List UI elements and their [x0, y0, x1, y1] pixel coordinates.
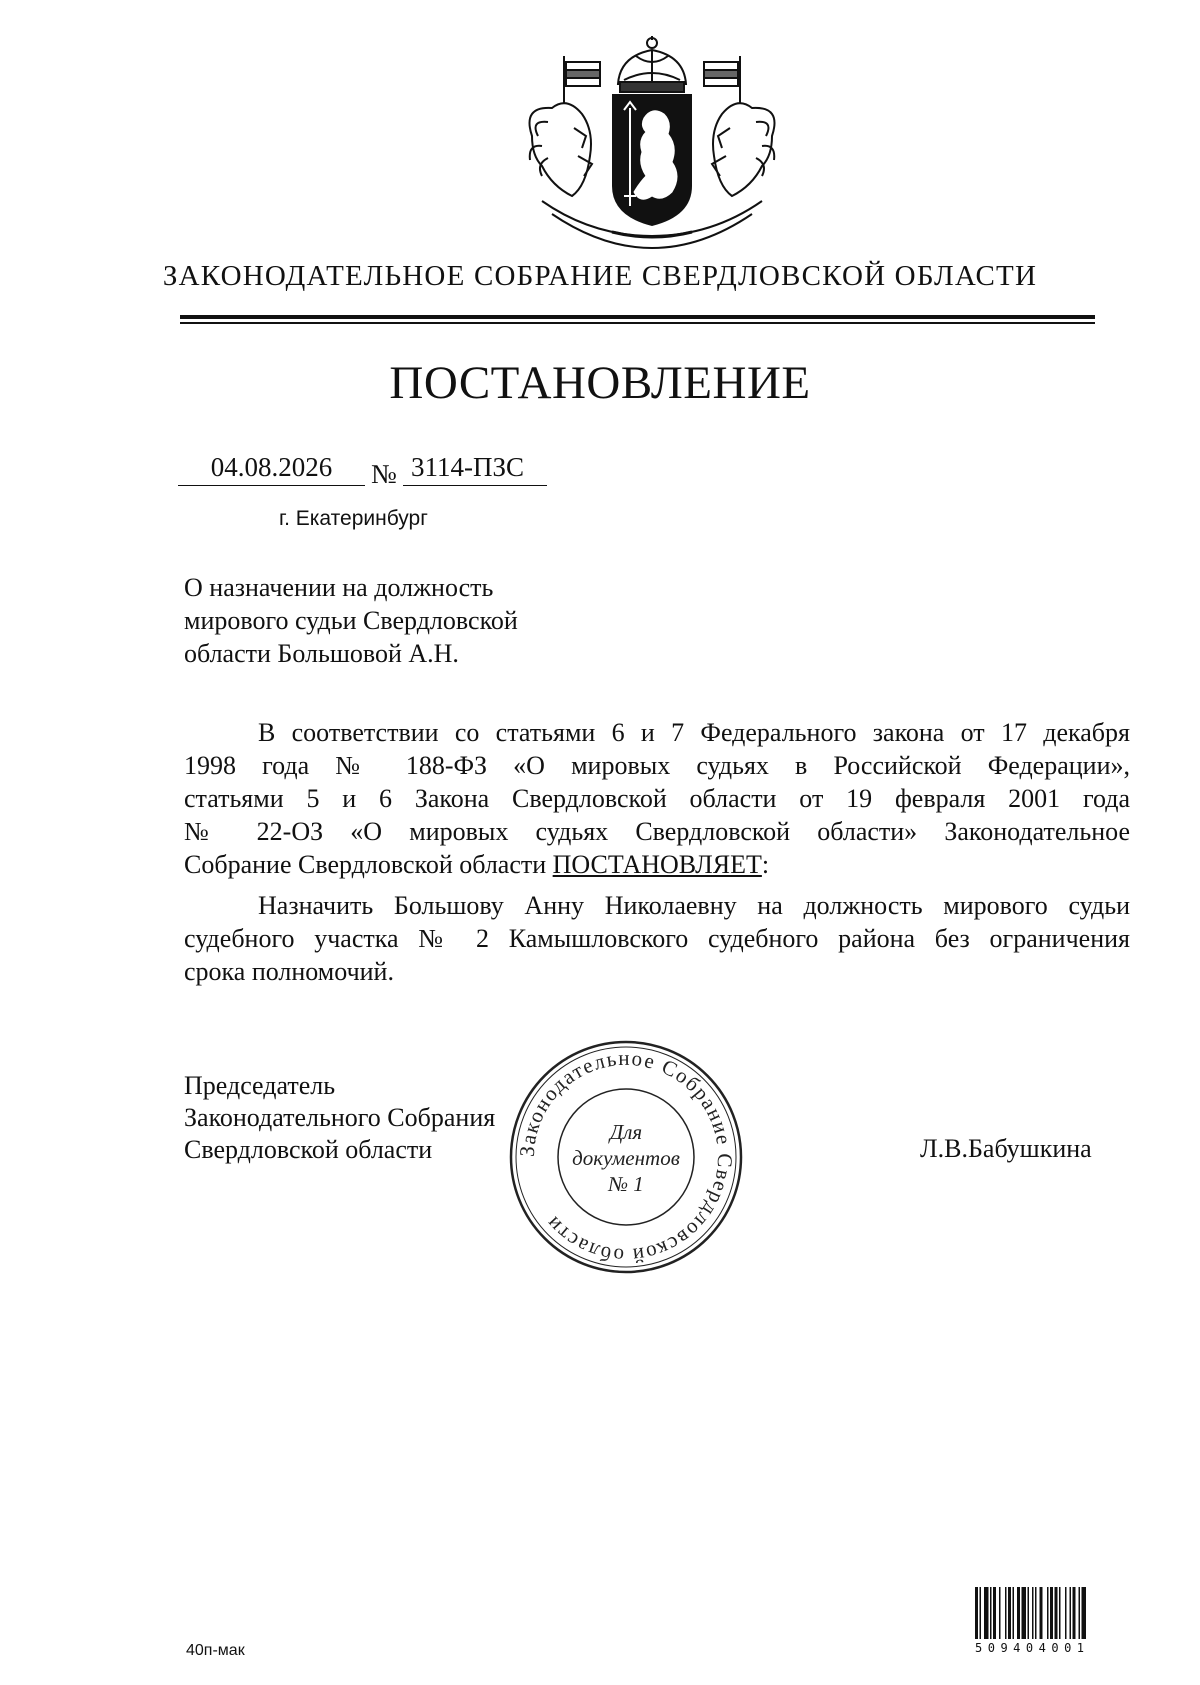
- document-type-title: ПОСТАНОВЛЕНИЕ: [389, 357, 811, 409]
- barcode-bar: [1050, 1587, 1053, 1639]
- barcode-bar: [993, 1587, 996, 1639]
- coat-of-arms-icon: [512, 36, 792, 256]
- barcode-bar: [999, 1587, 1001, 1639]
- barcode-bar: [990, 1587, 992, 1639]
- body-line: В соответствии со статьями 6 и 7 Федерального закона от 17 декабря: [258, 718, 1130, 747]
- organization-name: ЗАКОНОДАТЕЛЬНОЕ СОБРАНИЕ СВЕРДЛОВСКОЙ ОБЛАСТИ: [162, 260, 1038, 292]
- resolves-keyword: ПОСТАНОВЛЯЕТ: [552, 850, 762, 879]
- body-line: судебного участка № 2 Камышловского судебного района без ограничения: [184, 924, 1130, 953]
- document-date: 04.08.2026: [178, 452, 365, 486]
- header-rule-thick: [180, 315, 1095, 319]
- barcode-number: 509404001: [975, 1641, 1090, 1655]
- barcode-bar: [1065, 1587, 1067, 1639]
- document-city: г. Екатеринбург: [279, 507, 428, 530]
- barcode-bar: [1008, 1587, 1011, 1639]
- coat-of-arms-emblem: [512, 36, 792, 256]
- barcode-bar: [1070, 1587, 1072, 1639]
- barcode-bar: [1005, 1587, 1007, 1639]
- body-line: статьями 5 и 6 Закона Свердловской области от 19 февраля 2001 года: [184, 784, 1130, 813]
- subject-line: мирового судьи Свердловской: [184, 606, 518, 635]
- barcode-bar: [1082, 1587, 1087, 1639]
- body-line: 1998 года № 188-ФЗ «О мировых судьях в Российской Федерации»,: [184, 751, 1130, 780]
- stamp-ring-text: Законодательное Собрание Свердловской области: [514, 1045, 738, 1269]
- body-line-prefix: Собрание Свердловской области: [184, 850, 553, 879]
- body-paragraph-1: [184, 716, 1130, 881]
- barcode-bar: [1055, 1587, 1058, 1639]
- document-number-value: 3114-ПЗС: [411, 452, 525, 482]
- body-line-suffix: :: [761, 850, 770, 879]
- body-line-last: [184, 848, 1130, 881]
- barcode-icon: [975, 1587, 1127, 1639]
- document-subject: [184, 571, 584, 670]
- stamp-seal-icon: [506, 1037, 746, 1277]
- barcode-bar: [980, 1587, 982, 1639]
- stamp-center-line: Для: [609, 1120, 643, 1144]
- header-rule-thin: [180, 322, 1095, 324]
- subject-line: области Большовой А.Н.: [184, 639, 459, 668]
- barcode-bar: [975, 1587, 978, 1639]
- body-line: № 22-ОЗ «О мировых судьях Свердловской области» Законодательное: [184, 817, 1130, 846]
- body-line: Назначить Большову Анну Николаевну на должность мирового судьи: [258, 891, 1130, 920]
- signatory-position-line: Свердловской области: [184, 1135, 433, 1164]
- number-sign: №: [371, 459, 397, 489]
- barcode-bar: [1017, 1587, 1020, 1639]
- barcode-bar: [1028, 1587, 1030, 1639]
- barcode-bar: [1079, 1587, 1081, 1639]
- stamp-center-line: № 1: [608, 1172, 644, 1196]
- stamp-center-line: документов: [572, 1146, 680, 1170]
- barcode-bar: [1059, 1587, 1061, 1639]
- barcode-bar: [1040, 1587, 1043, 1639]
- form-code: 40п-мак: [186, 1642, 245, 1659]
- body-paragraph-2: [184, 889, 1130, 988]
- barcode-bar: [1035, 1587, 1037, 1639]
- official-stamp: [506, 1037, 746, 1277]
- document-number: [403, 452, 547, 486]
- barcode-bar: [1047, 1587, 1049, 1639]
- signatory-name: Л.В.Бабушкина: [920, 1134, 1092, 1163]
- body-line: срока полномочий.: [184, 957, 394, 986]
- barcode-bar: [1013, 1587, 1015, 1639]
- barcode-bar: [984, 1587, 989, 1639]
- subject-line: О назначении на должность: [184, 573, 494, 602]
- barcode-bar: [1022, 1587, 1027, 1639]
- signatory-position-line: Законодательного Собрания: [184, 1103, 496, 1132]
- barcode-bar: [1073, 1587, 1076, 1639]
- signatory-position-line: Председатель: [184, 1071, 336, 1100]
- barcode-bar: [1032, 1587, 1034, 1639]
